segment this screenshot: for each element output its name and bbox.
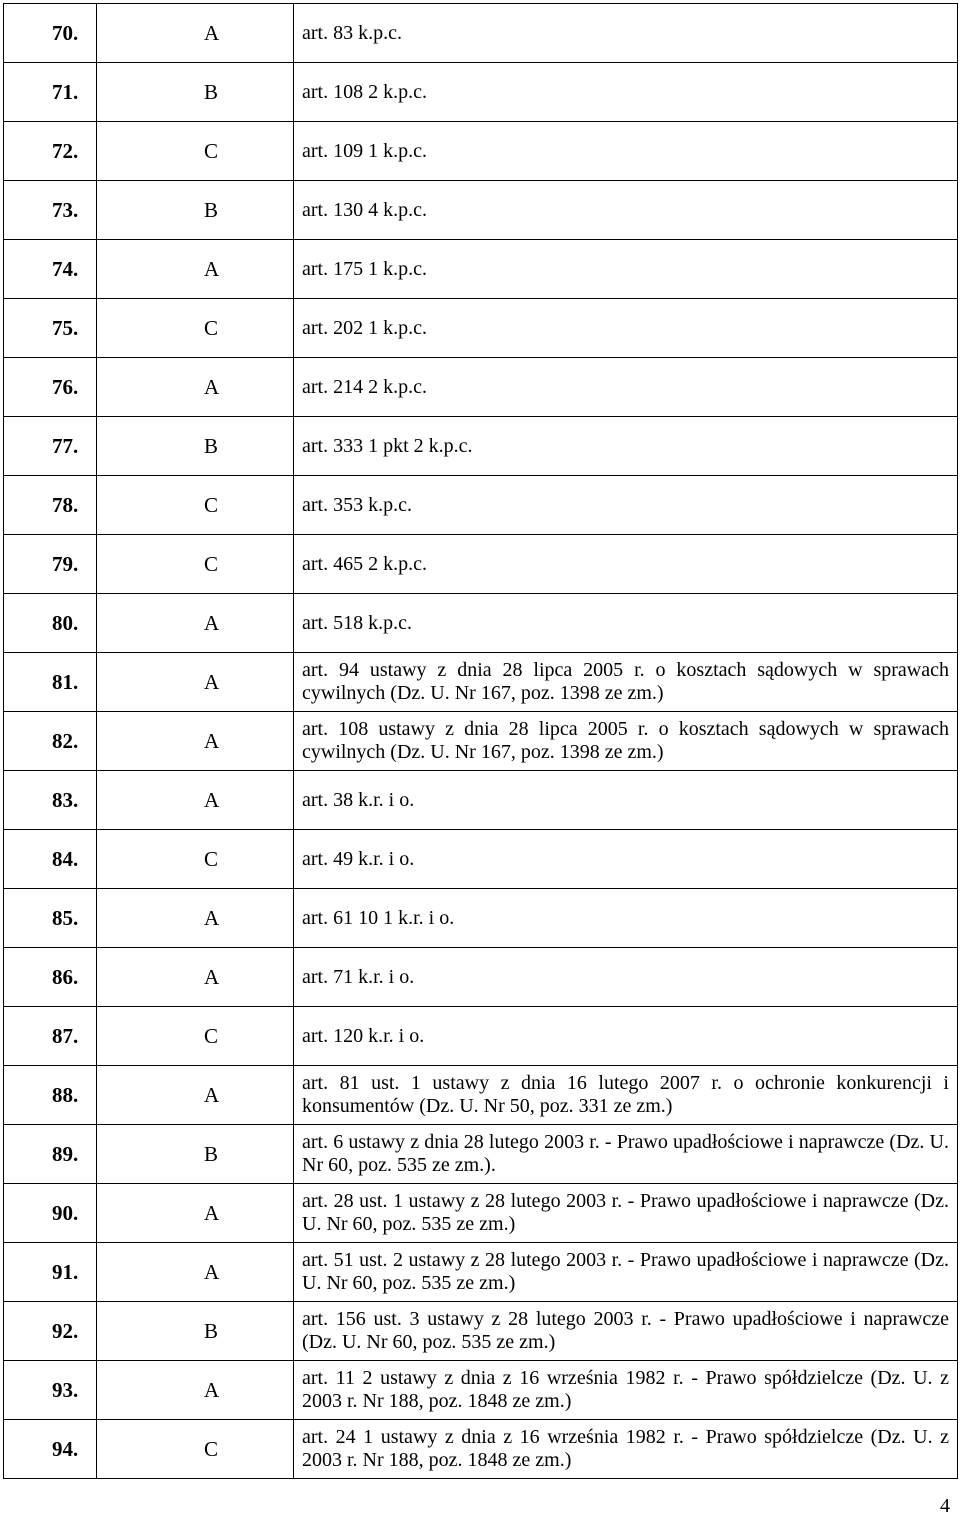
table-row bbox=[4, 712, 958, 771]
table-row bbox=[4, 1361, 958, 1420]
table-row bbox=[4, 1243, 958, 1302]
table-row bbox=[4, 417, 958, 476]
question-number: 73. bbox=[4, 181, 97, 240]
table-row bbox=[4, 1420, 958, 1479]
legal-reference-text: art. 120 k.r. i o. bbox=[302, 1024, 425, 1047]
answer-letter: C bbox=[97, 830, 294, 889]
legal-reference bbox=[294, 181, 958, 240]
question-number: 88. bbox=[4, 1066, 97, 1125]
answer-letter: A bbox=[97, 1243, 294, 1302]
legal-reference-text: art. 333 1 pkt 2 k.p.c. bbox=[302, 434, 473, 457]
legal-reference bbox=[294, 358, 958, 417]
answer-letter: B bbox=[97, 63, 294, 122]
legal-reference-text: art. 51 ust. 2 ustawy z 28 lutego 2003 r. - Prawo upadłościowe i naprawcze (Dz. U. Nr 60, poz. 535 ze zm.) bbox=[302, 1249, 949, 1294]
legal-reference bbox=[294, 1184, 958, 1243]
answer-letter: A bbox=[97, 771, 294, 830]
table-row bbox=[4, 4, 958, 63]
legal-reference bbox=[294, 535, 958, 594]
table-row bbox=[4, 1125, 958, 1184]
legal-reference bbox=[294, 1420, 958, 1479]
answer-letter: A bbox=[97, 889, 294, 948]
question-number: 81. bbox=[4, 653, 97, 712]
legal-reference bbox=[294, 594, 958, 653]
legal-reference bbox=[294, 63, 958, 122]
question-number: 83. bbox=[4, 771, 97, 830]
question-number: 78. bbox=[4, 476, 97, 535]
question-number: 76. bbox=[4, 358, 97, 417]
answer-letter: C bbox=[97, 1420, 294, 1479]
answer-key-table bbox=[3, 3, 958, 1479]
answer-letter: B bbox=[97, 417, 294, 476]
table-row bbox=[4, 1066, 958, 1125]
table-row bbox=[4, 476, 958, 535]
legal-reference-text: art. 83 k.p.c. bbox=[302, 21, 402, 44]
legal-reference bbox=[294, 1302, 958, 1361]
table-row bbox=[4, 771, 958, 830]
answer-letter: C bbox=[97, 299, 294, 358]
question-number: 72. bbox=[4, 122, 97, 181]
question-number: 77. bbox=[4, 417, 97, 476]
table-row bbox=[4, 1007, 958, 1066]
legal-reference-text: art. 61 10 1 k.r. i o. bbox=[302, 906, 455, 929]
question-number: 89. bbox=[4, 1125, 97, 1184]
question-number: 71. bbox=[4, 63, 97, 122]
legal-reference-text: art. 81 ust. 1 ustawy z dnia 16 lutego 2007 r. o ochronie konkurencji i konsumentów (Dz. U. Nr 50, poz. 331 ze zm.) bbox=[302, 1072, 949, 1117]
legal-reference bbox=[294, 1361, 958, 1420]
legal-reference bbox=[294, 712, 958, 771]
question-number: 74. bbox=[4, 240, 97, 299]
question-number: 80. bbox=[4, 594, 97, 653]
answer-letter: A bbox=[97, 594, 294, 653]
table-row bbox=[4, 1184, 958, 1243]
legal-reference-text: art. 94 ustawy z dnia 28 lipca 2005 r. o kosztach sądowych w sprawach cywilnych (Dz. U. Nr 167, poz. 1398 ze zm.) bbox=[302, 659, 949, 704]
legal-reference-text: art. 214 2 k.p.c. bbox=[302, 375, 427, 398]
legal-reference bbox=[294, 299, 958, 358]
legal-reference-text: art. 465 2 k.p.c. bbox=[302, 552, 427, 575]
table-row bbox=[4, 535, 958, 594]
legal-reference bbox=[294, 653, 958, 712]
legal-reference bbox=[294, 476, 958, 535]
legal-reference-text: art. 108 2 k.p.c. bbox=[302, 80, 427, 103]
question-number: 87. bbox=[4, 1007, 97, 1066]
table-row bbox=[4, 181, 958, 240]
answer-letter: C bbox=[97, 1007, 294, 1066]
table-row bbox=[4, 1302, 958, 1361]
answer-letter: B bbox=[97, 1125, 294, 1184]
question-number: 93. bbox=[4, 1361, 97, 1420]
question-number: 94. bbox=[4, 1420, 97, 1479]
answer-letter: A bbox=[97, 4, 294, 63]
legal-reference bbox=[294, 240, 958, 299]
legal-reference bbox=[294, 4, 958, 63]
question-number: 82. bbox=[4, 712, 97, 771]
question-number: 91. bbox=[4, 1243, 97, 1302]
table-row bbox=[4, 63, 958, 122]
legal-reference bbox=[294, 417, 958, 476]
table-row bbox=[4, 830, 958, 889]
legal-reference-text: art. 24 1 ustawy z dnia z 16 września 1982 r. - Prawo spółdzielcze (Dz. U. z 2003 r. Nr 188, poz. 1848 ze zm.) bbox=[302, 1426, 949, 1471]
legal-reference-text: art. 49 k.r. i o. bbox=[302, 847, 415, 870]
legal-reference-text: art. 6 ustawy z dnia 28 lutego 2003 r. - Prawo upadłościowe i naprawcze (Dz. U. Nr 60, poz. 535 ze zm.). bbox=[302, 1131, 949, 1176]
legal-reference bbox=[294, 830, 958, 889]
table-row bbox=[4, 122, 958, 181]
question-number: 85. bbox=[4, 889, 97, 948]
answer-letter: C bbox=[97, 535, 294, 594]
legal-reference bbox=[294, 948, 958, 1007]
answer-letter: A bbox=[97, 240, 294, 299]
answer-letter: A bbox=[97, 712, 294, 771]
legal-reference bbox=[294, 771, 958, 830]
answer-letter: A bbox=[97, 948, 294, 1007]
answer-letter: C bbox=[97, 476, 294, 535]
legal-reference-text: art. 38 k.r. i o. bbox=[302, 788, 415, 811]
legal-reference-text: art. 108 ustawy z dnia 28 lipca 2005 r. o kosztach sądowych w sprawach cywilnych (Dz. U. Nr 167, poz. 1398 ze zm.) bbox=[302, 718, 949, 763]
legal-reference-text: art. 109 1 k.p.c. bbox=[302, 139, 427, 162]
legal-reference bbox=[294, 1007, 958, 1066]
legal-reference-text: art. 202 1 k.p.c. bbox=[302, 316, 427, 339]
legal-reference-text: art. 71 k.r. i o. bbox=[302, 965, 415, 988]
table-row bbox=[4, 358, 958, 417]
question-number: 92. bbox=[4, 1302, 97, 1361]
answer-letter: A bbox=[97, 1184, 294, 1243]
answer-letter: A bbox=[97, 653, 294, 712]
legal-reference-text: art. 156 ust. 3 ustawy z 28 lutego 2003 r. - Prawo upadłościowe i naprawcze (Dz. U. Nr 60, poz. 535 ze zm.) bbox=[302, 1308, 949, 1353]
legal-reference-text: art. 518 k.p.c. bbox=[302, 611, 412, 634]
answer-letter: A bbox=[97, 1066, 294, 1125]
legal-reference-text: art. 353 k.p.c. bbox=[302, 493, 412, 516]
question-number: 75. bbox=[4, 299, 97, 358]
legal-reference-text: art. 11 2 ustawy z dnia z 16 września 1982 r. - Prawo spółdzielcze (Dz. U. z 2003 r. Nr 188, poz. 1848 ze zm.) bbox=[302, 1367, 949, 1412]
legal-reference-text: art. 130 4 k.p.c. bbox=[302, 198, 427, 221]
legal-reference bbox=[294, 1066, 958, 1125]
legal-reference-text: art. 175 1 k.p.c. bbox=[302, 257, 427, 280]
table-row bbox=[4, 889, 958, 948]
answer-letter: B bbox=[97, 1302, 294, 1361]
table-row bbox=[4, 948, 958, 1007]
table-row bbox=[4, 594, 958, 653]
table-row bbox=[4, 240, 958, 299]
question-number: 90. bbox=[4, 1184, 97, 1243]
answer-letter: C bbox=[97, 122, 294, 181]
page-number: 4 bbox=[940, 1495, 950, 1517]
question-number: 86. bbox=[4, 948, 97, 1007]
question-number: 84. bbox=[4, 830, 97, 889]
answer-letter: B bbox=[97, 181, 294, 240]
table-row bbox=[4, 299, 958, 358]
answer-letter: A bbox=[97, 1361, 294, 1420]
answer-letter: A bbox=[97, 358, 294, 417]
legal-reference-text: art. 28 ust. 1 ustawy z 28 lutego 2003 r. - Prawo upadłościowe i naprawcze (Dz. U. Nr 60, poz. 535 ze zm.) bbox=[302, 1190, 949, 1235]
legal-reference bbox=[294, 1243, 958, 1302]
question-number: 70. bbox=[4, 4, 97, 63]
legal-reference bbox=[294, 122, 958, 181]
legal-reference bbox=[294, 1125, 958, 1184]
legal-reference bbox=[294, 889, 958, 948]
question-number: 79. bbox=[4, 535, 97, 594]
table-row bbox=[4, 653, 958, 712]
